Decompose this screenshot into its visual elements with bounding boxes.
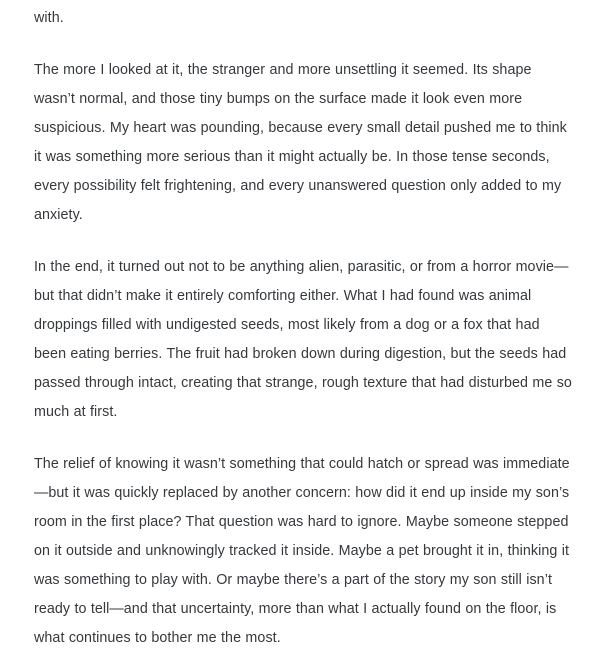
article-body xyxy=(34,0,574,653)
paragraph: In the end, it turned out not to be anything alien, parasitic, or from a horror movie—but that didn’t make it entirely comforting either. What I had found was animal droppings filled with undigested seeds, most likely from a dog or a fox that had been eating berries. The fruit had broken down during digestion, but the seeds had passed through intact, creating that strange, rough texture that had disturbed me so much at first. xyxy=(34,259,572,420)
paragraph: The more I looked at it, the stranger and more unsettling it seemed. Its shape wasn’t normal, and those tiny bumps on the surface made it look even more suspicious. My heart was pounding, because every small detail pushed me to think it was something more serious than it might actually be. In those tense seconds, every possibility felt frightening, and every unanswered question only added to my anxiety. xyxy=(34,62,567,223)
paragraph: with. xyxy=(34,10,64,26)
paragraph: The relief of knowing it wasn’t something that could hatch or spread was immediate—but it was quickly replaced by another concern: how did it end up inside my son’s room in the first place? That question was hard to ignore. Maybe someone stepped on it outside and unknowingly tracked it inside. Maybe a pet brought it in, thinking it was something to play with. Or maybe there’s a part of the story my son still isn’t ready to tell—and that uncertainty, more than what I actually found on the floor, is what continues to bother me the most. xyxy=(34,456,570,646)
